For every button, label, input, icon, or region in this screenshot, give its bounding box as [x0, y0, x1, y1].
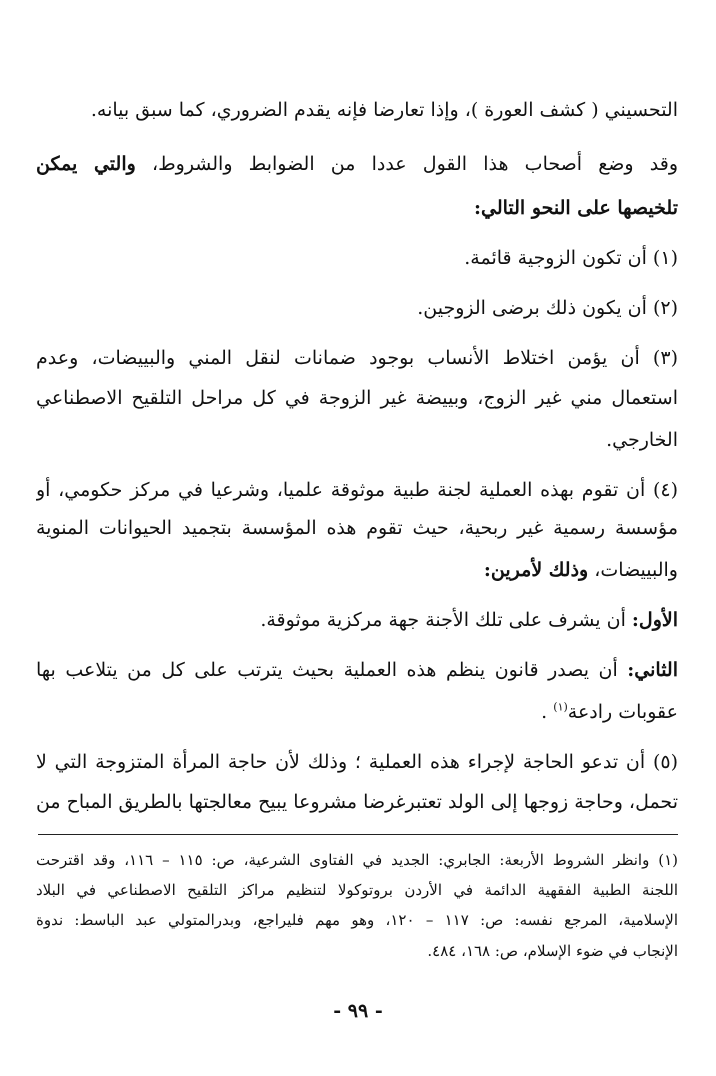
condition-5-line-2 — [36, 788, 678, 816]
condition-4-line-3 — [36, 556, 678, 584]
body-line-intro — [36, 96, 678, 124]
condition-3-text-b: استعمال مني غير الزوج، وبييضة غير الزوجة في كل مراحل التلقيح الاصطناعي — [36, 387, 678, 409]
second-matter-line-1 — [36, 656, 678, 684]
condition-5-text-b: تحمل، وحاجة زوجها إلى الولد تعتبرغرضا مشروعا يبيح معالجتها بالطريق المباح من — [36, 791, 678, 813]
first-matter — [36, 606, 678, 634]
first-matter-label: الأول: — [631, 609, 678, 631]
footnote-text-4: الإنجاب في ضوء الإسلام، ص: ١٦٨، ٤٨٤. — [427, 942, 678, 960]
condition-3-line-2 — [36, 384, 678, 412]
two-matters-label: وذلك لأمرين: — [483, 559, 589, 581]
body-line-summary-heading — [36, 194, 678, 222]
condition-4-line-2 — [36, 514, 678, 542]
condition-3-line-1 — [36, 344, 678, 372]
footnote-line-4 — [36, 940, 678, 962]
first-matter-text: أن يشرف على تلك الأجنة جهة مركزية موثوقة. — [260, 609, 632, 631]
footnote-text-1: (١) وانظر الشروط الأربعة: الجابري: الجديد في الفتاوى الشرعية، ص: ١١٥ – ١١٦، وقد اقترحت — [36, 851, 678, 869]
condition-3-text-a: (٣) أن يؤمن اختلاط الأنساب بوجود ضمانات لنقل المني والبييضات، وعدم — [36, 347, 678, 369]
condition-1-text: (١) أن تكون الزوجية قائمة. — [464, 247, 678, 269]
condition-4-text-a: (٤) أن تقوم بهذه العملية لجنة طبية موثوقة علميا، وشرعيا في مركز حكومي، أو — [36, 479, 678, 501]
second-matter-line-2 — [36, 698, 678, 726]
second-matter-end: . — [541, 701, 554, 723]
summary-heading-text: تلخيصها على النحو التالي: — [473, 197, 678, 219]
condition-2-text: (٢) أن يكون ذلك برضى الزوجين. — [417, 297, 678, 319]
condition-4-text-c: والبييضات، — [588, 559, 678, 581]
conditions-intro-bold: والتي يمكن — [36, 153, 136, 175]
footnote-marker: (١) — [553, 700, 568, 714]
condition-3-text-c: الخارجي. — [606, 429, 678, 451]
condition-5-text-a: (٥) أن تدعو الحاجة لإجراء هذه العملية ؛ وذلك لأن حاجة المرأة المتزوجة التي لا — [36, 751, 678, 773]
footnote-divider — [38, 834, 678, 835]
conditions-intro-text: وقد وضع أصحاب هذا القول عددا من الضوابط والشروط، — [135, 153, 678, 175]
second-matter-label: الثاني: — [627, 659, 678, 681]
condition-4-line-1 — [36, 476, 678, 504]
footnote-text-2: اللجنة الطبية الفقهية الدائمة في الأردن بروتوكولا لتنظيم مراكز التلقيح الاصطناعي في البلاد — [36, 881, 678, 899]
footnote-line-2 — [36, 879, 678, 901]
condition-5-line-1 — [36, 748, 678, 776]
intro-text: التحسيني ( كشف العورة )، وإذا تعارضا فإنه يقدم الضروري، كما سبق بيانه. — [90, 99, 678, 121]
condition-1 — [36, 244, 678, 272]
second-matter-text: أن يصدر قانون ينظم هذه العملية بحيث يترتب على كل من يتلاعب بها — [36, 659, 628, 681]
second-matter-text-b: عقوبات رادعة — [567, 701, 678, 723]
page-number: - ٩٩ - — [333, 1000, 383, 1022]
condition-4-text-b: مؤسسة رسمية غير ربحية، حيث تقوم هذه المؤسسة بتجميد الحيوانات المنوية — [36, 517, 678, 539]
footnote-text-3: الإسلامية، المرجع نفسه: ص: ١١٧ – ١٢٠، وهو مهم فليراجع، وبدرالمتولي عبد الباسط: ندوة — [36, 911, 678, 929]
footnote-line-1 — [36, 849, 678, 871]
body-line-conditions-intro — [36, 150, 678, 178]
footnote-line-3 — [36, 909, 678, 931]
condition-2 — [36, 294, 678, 322]
condition-3-line-3 — [36, 426, 678, 454]
